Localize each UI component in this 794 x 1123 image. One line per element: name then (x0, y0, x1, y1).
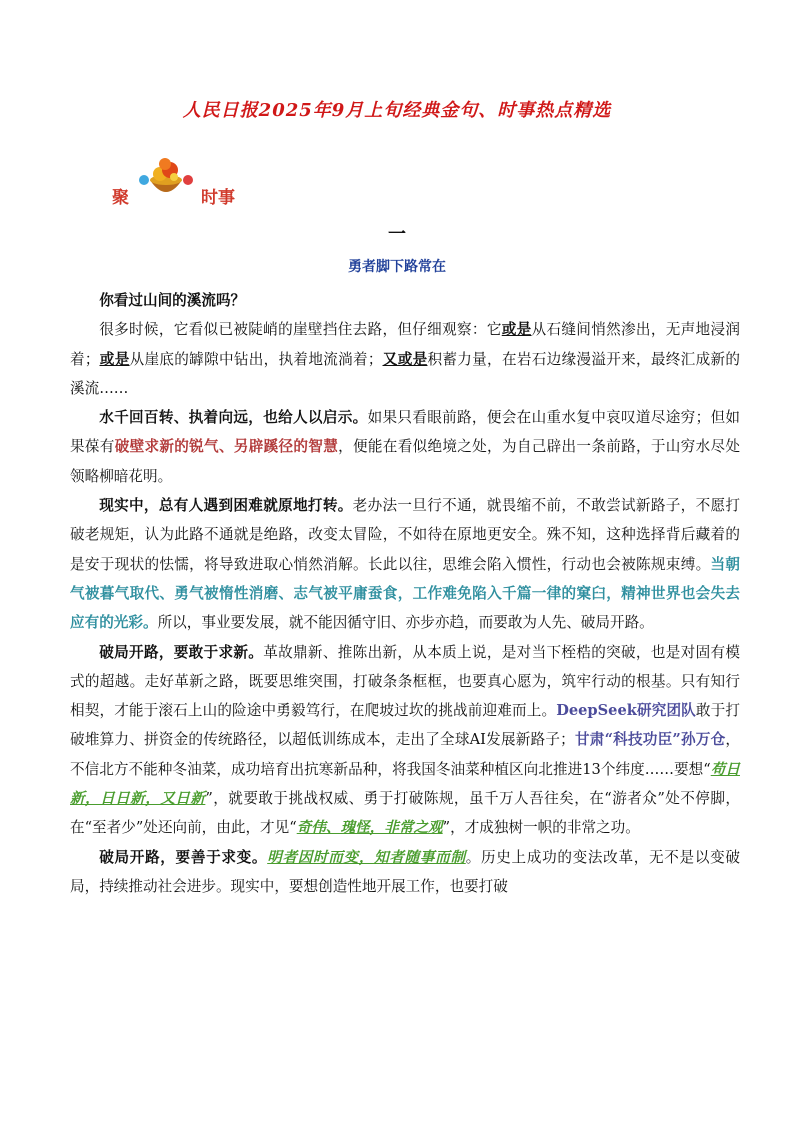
paragraph-1 (70, 286, 740, 315)
text-run: 敢于打破堆算力、拼资金的传统路径，以超低训练成本，走出了全球AI发展新路子； (70, 702, 740, 749)
highlight-phrase: 破壁求新的锐气、另辟蹊径的智慧 (114, 438, 339, 456)
logo-right-text: 时事 (201, 188, 235, 208)
text-run: 如果只看眼前路，便会在山重水复中哀叹道尽途穷；但如果葆有 (70, 409, 740, 456)
paragraph-5 (70, 638, 740, 843)
treasure-pot-icon (134, 150, 198, 206)
text-run: 所以，事业要发展，就不能因循守旧、亦步亦趋，而要敢为人先、破局开路。 (157, 614, 654, 632)
logo-ju-shishi (112, 150, 312, 210)
text-run: 很多时候，它看似已被陡峭的崖壁挡住去路，但仔细观察：它 (99, 321, 502, 339)
paragraph-3 (70, 403, 740, 491)
text-run: 。历史上成功的变法改革，无不是以变破局，持续推动社会进步。现实中，要想创造性地开展工作，也要打破 (70, 848, 740, 895)
highlight-phrase: 当朝气被暮气取代、勇气被惰性消磨、志气被平庸蚕食，工作难免陷入千篇一律的窠臼，精神世界也会失去应有的光彩。 (70, 555, 740, 632)
logo-left-text: 聚 (112, 188, 129, 208)
text-run: ，不信北方不能种冬油菜，成功培育出抗寒新品种，将我国冬油菜种植区向北推进13个纬度……要想“ (70, 731, 741, 778)
lead-sentence: 现实中，总有人遇到困难就原地打转。 (99, 497, 353, 515)
example-name: 甘肃“科技功臣”孙万仓 (574, 731, 726, 749)
section-number: 一 (388, 224, 406, 245)
quote-phrase: 明者因时而变，知者随事而制 (267, 848, 466, 866)
text-run: 从石缝间悄然渗出，无声地浸润着； (70, 321, 740, 368)
text-run: 积蓄力量，在岩石边缘漫溢开来，最终汇成新的溪流…… (70, 350, 740, 397)
lead-question: 你看过山间的溪流吗？ (99, 292, 246, 309)
text-run: ”，才成独树一帜的非常之功。 (442, 819, 640, 837)
text-run: ，便能在看似绝境之处，为自己辟出一条前路，于山穷水尽处领略柳暗花明。 (70, 438, 740, 485)
lead-sentence: 破局开路，要善于求变。 (99, 848, 268, 866)
paragraph-4 (70, 491, 740, 637)
quote-phrase: 苟日新，日日新，又日新 (70, 760, 740, 808)
lead-sentence: 破局开路，要敢于求新。 (99, 643, 264, 661)
text-run: ”，就要敢于挑战权威、勇于打破陈规，虽千万人吾往矣，在“游者众”处不停脚，在“至者少”处还向前，由此，才见“ (70, 790, 740, 837)
quote-phrase: 奇伟、瑰怪，非常之观 (296, 819, 443, 837)
text-run: 老办法一旦行不通，就畏缩不前，不敢尝试新路子，不愿打破老规矩，认为此路不通就是绝路，改变太冒险，不如待在原地更安全。殊不知，这种选择背后藏着的是安于现状的怯懦，将导致进取心悄然消解。长此以往，思维会陷入惯性，行动也会被陈规束缚。 (70, 497, 740, 573)
section-heading: 勇者脚下路常在 (348, 259, 446, 275)
lead-sentence: 水千回百转、执着向远，也给人以启示。 (99, 409, 368, 427)
emphasis: 或是 (99, 350, 130, 368)
example-name: DeepSeek研究团队 (556, 702, 696, 720)
emphasis: 或是 (501, 321, 532, 339)
paragraph-2 (70, 315, 740, 403)
paragraph-6 (70, 843, 740, 902)
text-run: 从崖底的罅隙中钻出，执着地流淌着； (129, 350, 383, 368)
article-body (70, 286, 740, 901)
text-run: 革故鼎新、推陈出新，从本质上说，是对当下桎梏的突破，也是对固有模式的超越。走好革新之路，既要思维突围，打破条条框框，也要真心愿为，筑牢行动的根基。只有知行相契，才能于滚石上山的险途中勇毅笃行，在爬坡过坎的挑战前迎难而上。 (70, 643, 740, 720)
emphasis: 又或是 (382, 350, 428, 368)
page-title: 人民日报2025年9月上旬经典金句、时事热点精选 (182, 100, 612, 121)
